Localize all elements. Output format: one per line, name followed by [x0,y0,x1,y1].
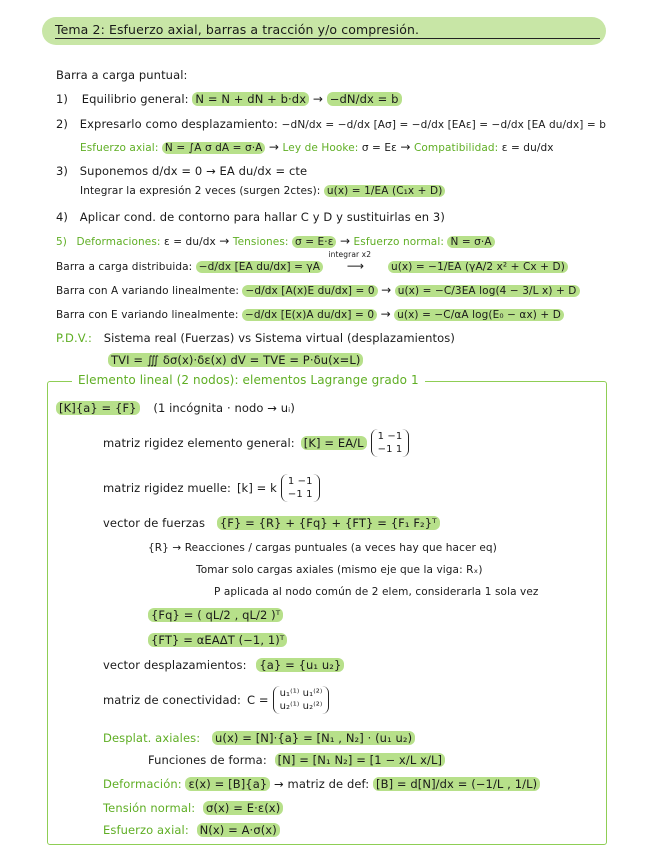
fq-line [148,608,283,622]
arrow-icon: → [219,234,230,248]
fuerzas-eq: {F} = {R} + {Fq} + {FT} = {F₁ F₂}ᵀ [217,516,440,530]
step-2-label: Expresarlo como desplazamiento: [79,117,278,131]
fuerzas-label: vector de fuerzas [103,516,206,530]
hooke-label: Ley de Hooke: [282,142,359,154]
desp-vec-label: vector desplazamientos: [103,658,247,672]
step-3b [80,185,445,197]
matrix-row-2: −1 1 [377,444,403,455]
ten-line [103,801,283,815]
matrix-row-2: −1 1 [287,489,313,500]
ft-eq: {FT} = αEAΔT (−1, 1)ᵀ [148,633,287,647]
conect-label: matriz de conectividad: [103,693,241,707]
a-lineal-label: Barra con A variando linealmente: [56,285,240,297]
element-title: Elemento lineal (2 nodos): elementos Lagrange grado 1 [72,373,425,387]
ft-line [148,633,287,647]
pdv-eq-line [108,353,363,367]
fq-eq: {Fq} = ( qL/2 , qL/2 )ᵀ [148,608,283,622]
ten-label: Tensión normal: [103,801,196,815]
conect-row-1: u₁⁽¹⁾ u₁⁽²⁾ [279,688,323,699]
step-1 [56,92,402,106]
system-eq: [K]{a} = {F} [56,401,140,415]
r-note-1: Tomar solo cargas axiales (mismo eje que la viga: Rₓ) [196,564,483,576]
step-5-esf-eq: N = σ·A [447,236,494,248]
step-4 [56,210,445,224]
compat-eq: ε = du/dx [501,142,554,154]
k-muelle-matrix [281,474,320,502]
esf-eq: N(x) = A·σ(x) [197,823,280,837]
step-3-eq: d/dx = 0 → EA du/dx = cte [151,164,308,178]
integrar-arrow [326,250,384,273]
desp-ax-line [103,731,415,745]
desp-vec-eq: {a} = {u₁ u₂} [256,658,344,672]
matrix-row-1: 1 −1 [377,431,403,442]
step-3-label: Suponemos [79,164,149,178]
e-lineal-line [56,307,564,321]
step-1-eq: N = N + dN + b·dx [192,92,309,106]
step-2 [56,117,606,131]
e-lineal-label: Barra con E variando linealmente: [56,309,239,321]
pdv-line [56,331,455,345]
system-line [56,401,295,415]
e-lineal-eq: −d/dx [E(x)A du/dx] = 0 [242,309,377,321]
conect-row-2: u₂⁽¹⁾ u₂⁽²⁾ [279,701,323,712]
arrow-icon: → [312,92,324,106]
distribuida-line [56,250,568,273]
k-general-line [103,423,409,463]
step-5-ten-eq: σ = E·ε [292,236,336,248]
step-3b-eq: u(x) = 1/EA (C₁x + D) [324,185,446,197]
step-5-num: 5) [56,236,67,248]
compat-label: Compatibilidad: [413,142,499,154]
k-muelle-eq: [k] = k [236,481,277,495]
conect-eq: C = [246,693,269,707]
pdv-text: Sistema real (Fuerzas) vs Sistema virtual (desplazamientos) [103,331,455,345]
forma-eq: [N] = [N₁ N₂] = [1 − x/L x/L] [275,753,446,767]
distribuida-label: Barra a carga distribuida: [56,261,193,273]
arrow-icon: ⟶ [346,259,365,273]
desp-ax-label: Desplat. axiales: [103,731,201,745]
step-4-label: Aplicar cond. de contorno para hallar C y D y sustituirlas en 3) [79,210,445,224]
axial-eq: N = ∫A σ dA = σ·A [162,142,266,154]
title-underline [55,38,600,39]
distribuida-eq: −d/dx [EA du/dx] = γA [196,261,323,273]
step-5-ten: Tensiones: [232,236,289,248]
step-5-esf: Esfuerzo normal: [353,236,444,248]
distribuida-result: u(x) = −1/EA (γA/2 x² + Cx + D) [388,261,568,273]
k-muelle-line [103,468,320,508]
def-line [103,777,540,791]
axial-label: Esfuerzo axial: [80,142,159,154]
ten-eq: σ(x) = E·ε(x) [203,801,283,815]
def-eq: ε(x) = [B]{a} [185,777,270,791]
arrow-icon: → [268,140,280,154]
esf-label: Esfuerzo axial: [103,823,189,837]
system-note: (1 incógnita · nodo → uᵢ) [153,401,295,415]
hooke-eq: σ = Eε [361,142,397,154]
r-line: {R} → Reacciones / cargas puntuales (a veces hay que hacer eq) [148,542,497,554]
step-5-def: Deformaciones: [76,236,161,248]
k-muelle-label: matriz rigidez muelle: [103,481,231,495]
def-arrow: → matriz de def: [274,777,370,791]
step-5 [56,234,495,248]
arrow-icon: → [400,140,411,154]
axial-hooke-line [80,140,554,154]
step-3b-label: Integrar la expresión 2 veces (surgen 2ctes): [80,185,321,197]
step-5-def-eq: ε = du/dx [164,236,216,248]
a-lineal-line [56,283,580,297]
arrow-icon: → [381,283,392,297]
k-general-matrix [371,429,410,457]
arrow-icon: → [339,234,351,248]
def-label: Deformación: [103,777,182,791]
matrix-row-1: 1 −1 [287,476,313,487]
step-2-eq: −dN/dx = −d/dx [Aσ] = −d/dx [EAε] = −d/dx [EA du/dx] = b [281,119,606,131]
r-note-2: P aplicada al nodo común de 2 elem, considerarla 1 sola vez [214,586,539,598]
def-b: [B] = d[N]/dx = (−1/L , 1/L) [373,777,540,791]
step-1-num: 1) [56,92,69,106]
pdv-label: P.D.V.: [56,331,92,345]
step-1-result: −dN/dx = b [327,92,402,106]
step-3 [56,164,307,178]
k-general-eq: [K] = EA/L [301,436,367,450]
conect-matrix [273,686,330,714]
page-title: Tema 2: Esfuerzo axial, barras a tracción y/o compresión. [55,22,420,37]
a-lineal-result: u(x) = −C/3EA log(4 − 3/L x) + D [395,285,580,297]
integrar-label: integrar x2 [328,250,372,259]
forma-line [148,753,445,767]
e-lineal-result: u(x) = −C/αA log(E₀ − αx) + D [394,309,564,321]
step-3-num: 3) [56,164,69,178]
desp-ax-eq: u(x) = [N]·{a} = [N₁ , N₂] · (u₁ u₂) [212,731,415,745]
step-1-label: Equilibrio general: [81,92,189,106]
desp-vec-line [103,658,344,672]
k-general-label: matriz rigidez elemento general: [103,436,295,450]
esf-line [103,823,280,837]
conect-line [103,680,329,720]
step-2-num: 2) [56,117,69,131]
section-carga-puntual: Barra a carga puntual: [56,68,188,82]
a-lineal-eq: −d/dx [A(x)E du/dx] = 0 [242,285,377,297]
step-4-num: 4) [56,210,69,224]
fuerzas-line [103,516,440,530]
pdv-eq: TVI = ∭ δσ(x)·δε(x) dV = TVE = P·δu(x=L) [108,353,363,367]
forma-label: Funciones de forma: [148,753,267,767]
arrow-icon: → [380,307,391,321]
